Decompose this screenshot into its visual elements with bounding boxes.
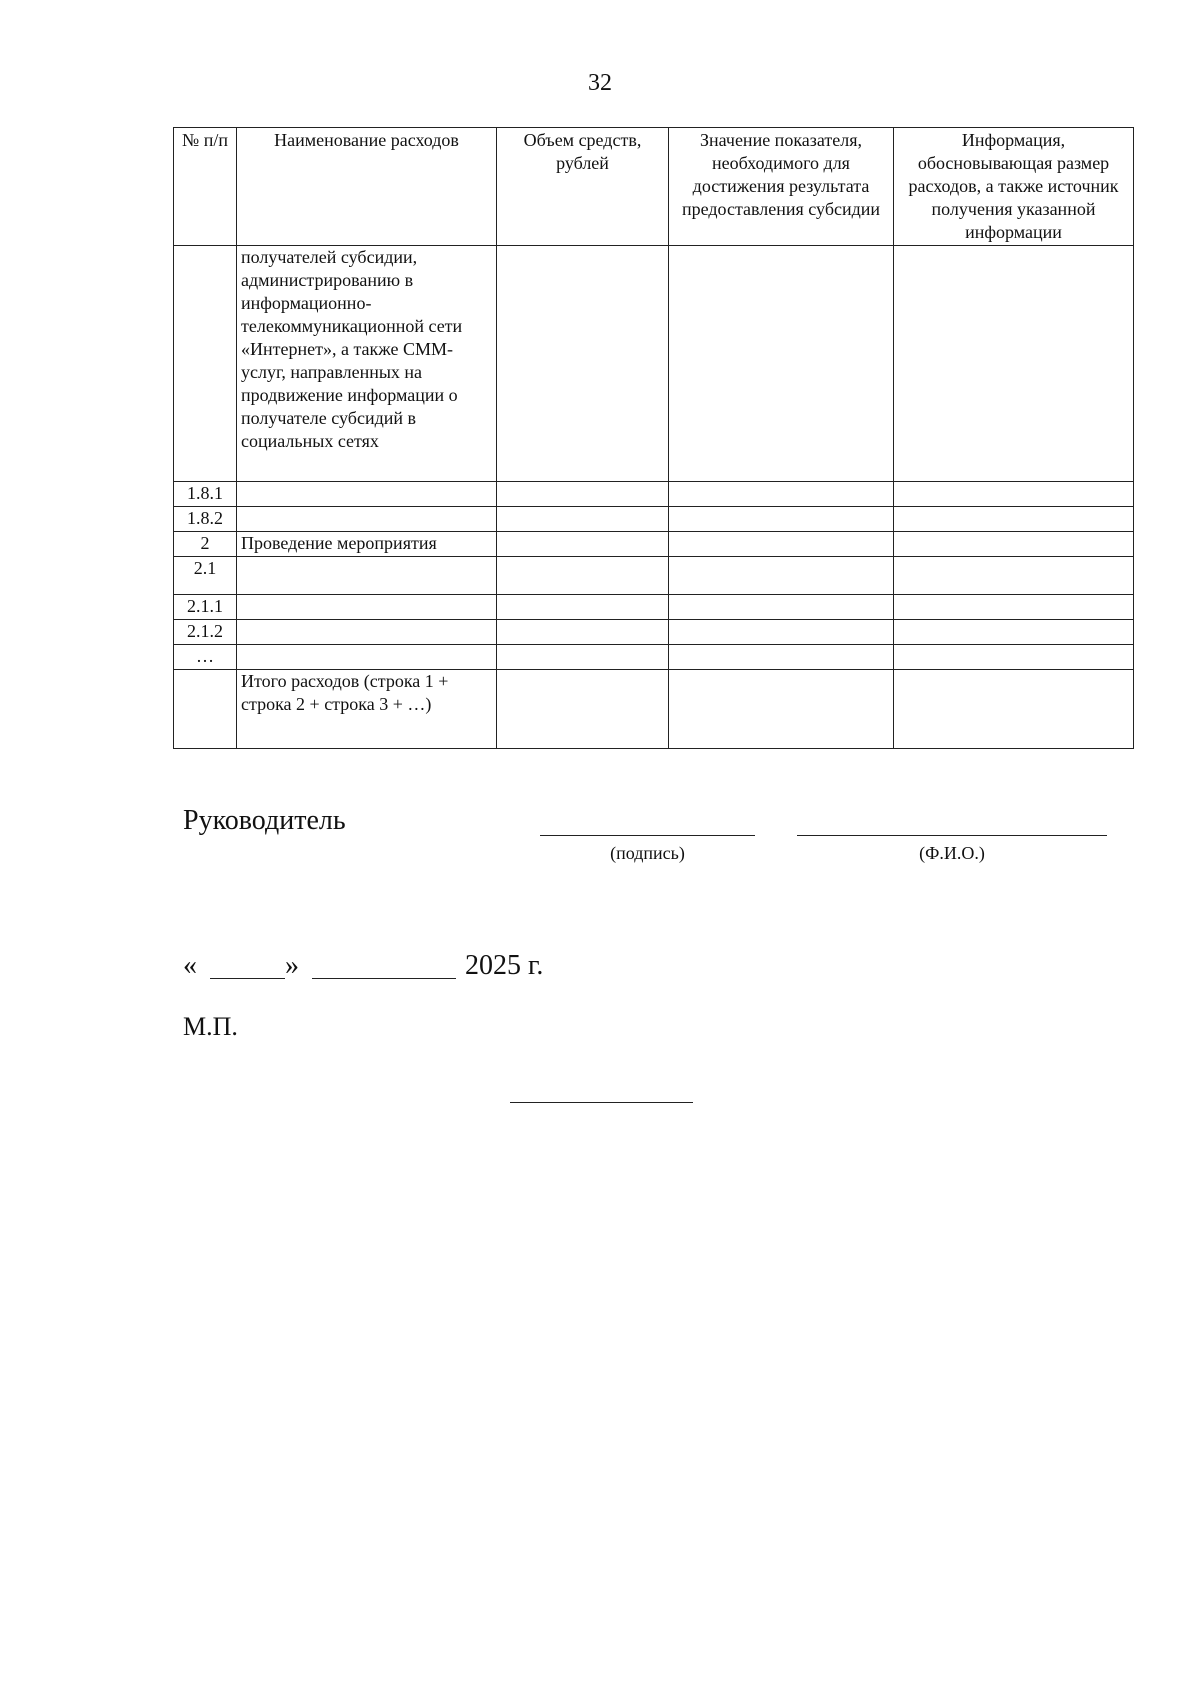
- row-name: [237, 595, 497, 620]
- row-justification: [894, 246, 1134, 482]
- name-caption: (Ф.И.О.): [919, 843, 985, 863]
- day-line: [210, 978, 285, 979]
- row-justification: [894, 482, 1134, 507]
- table-row: [174, 246, 1134, 482]
- row-name: [237, 557, 497, 595]
- row-name: [237, 620, 497, 645]
- row-number: 2: [174, 532, 237, 557]
- row-justification: [894, 507, 1134, 532]
- row-indicator: [669, 532, 894, 557]
- row-justification: [894, 532, 1134, 557]
- row-justification: [894, 595, 1134, 620]
- row-justification: [894, 645, 1134, 670]
- row-indicator: [669, 620, 894, 645]
- table-row: [174, 507, 1134, 532]
- header-justification: Информация, обосновывающая размер расходов, а также источник получения указанной информации: [894, 128, 1134, 246]
- header-expense-name: Наименование расходов: [237, 128, 497, 246]
- row-indicator: [669, 645, 894, 670]
- row-amount: [497, 246, 669, 482]
- row-name: получателей субсидии, администрированию в информационно-телекоммуникационной сети «Интернет», а также СММ-услуг, направленных на продвижение информации о получателе субсидий в социальных сетях: [237, 246, 497, 482]
- date-year: 2025 г.: [465, 950, 544, 981]
- row-number: 1.8.2: [174, 507, 237, 532]
- row-name: [237, 507, 497, 532]
- row-amount: [497, 595, 669, 620]
- row-amount: [497, 532, 669, 557]
- signature-caption: (подпись): [610, 843, 685, 863]
- stamp-label: М.П.: [183, 1012, 238, 1041]
- table-row: [174, 595, 1134, 620]
- row-amount: [497, 482, 669, 507]
- page-number: 32: [588, 70, 612, 96]
- row-amount: [497, 557, 669, 595]
- header-indicator: Значение показателя, необходимого для достижения результата предоставления субсидии: [669, 128, 894, 246]
- row-name: Проведение мероприятия: [237, 532, 497, 557]
- row-number: [174, 670, 237, 749]
- row-indicator: [669, 482, 894, 507]
- expenses-table: [173, 127, 1134, 749]
- row-number: 2.1: [174, 557, 237, 595]
- row-justification: [894, 557, 1134, 595]
- row-name: [237, 482, 497, 507]
- date-close-quote: »: [285, 950, 299, 981]
- row-number: 2.1.1: [174, 595, 237, 620]
- name-line: [797, 835, 1107, 836]
- row-indicator: [669, 246, 894, 482]
- row-amount: [497, 670, 669, 749]
- date-open-quote: «: [183, 950, 197, 981]
- month-line: [312, 978, 456, 979]
- header-number: № п/п: [174, 128, 237, 246]
- row-number: 2.1.2: [174, 620, 237, 645]
- row-justification: [894, 670, 1134, 749]
- table-row: [174, 532, 1134, 557]
- row-indicator: [669, 507, 894, 532]
- row-number: [174, 246, 237, 482]
- signature-line: [540, 835, 755, 836]
- end-divider: [510, 1102, 693, 1103]
- row-number: …: [174, 645, 237, 670]
- header-amount: Объем средств, рублей: [497, 128, 669, 246]
- row-indicator: [669, 595, 894, 620]
- table-row-total: [174, 670, 1134, 749]
- row-justification: [894, 620, 1134, 645]
- row-name: Итого расходов (строка 1 + строка 2 + строка 3 + …): [237, 670, 497, 749]
- row-amount: [497, 645, 669, 670]
- table-row: [174, 482, 1134, 507]
- row-amount: [497, 507, 669, 532]
- signatory-title: Руководитель: [183, 805, 346, 836]
- table-header-row: [174, 128, 1134, 246]
- row-number: 1.8.1: [174, 482, 237, 507]
- row-indicator: [669, 670, 894, 749]
- table-row: [174, 620, 1134, 645]
- table-row: [174, 645, 1134, 670]
- row-amount: [497, 620, 669, 645]
- row-name: [237, 645, 497, 670]
- table-row: [174, 557, 1134, 595]
- row-indicator: [669, 557, 894, 595]
